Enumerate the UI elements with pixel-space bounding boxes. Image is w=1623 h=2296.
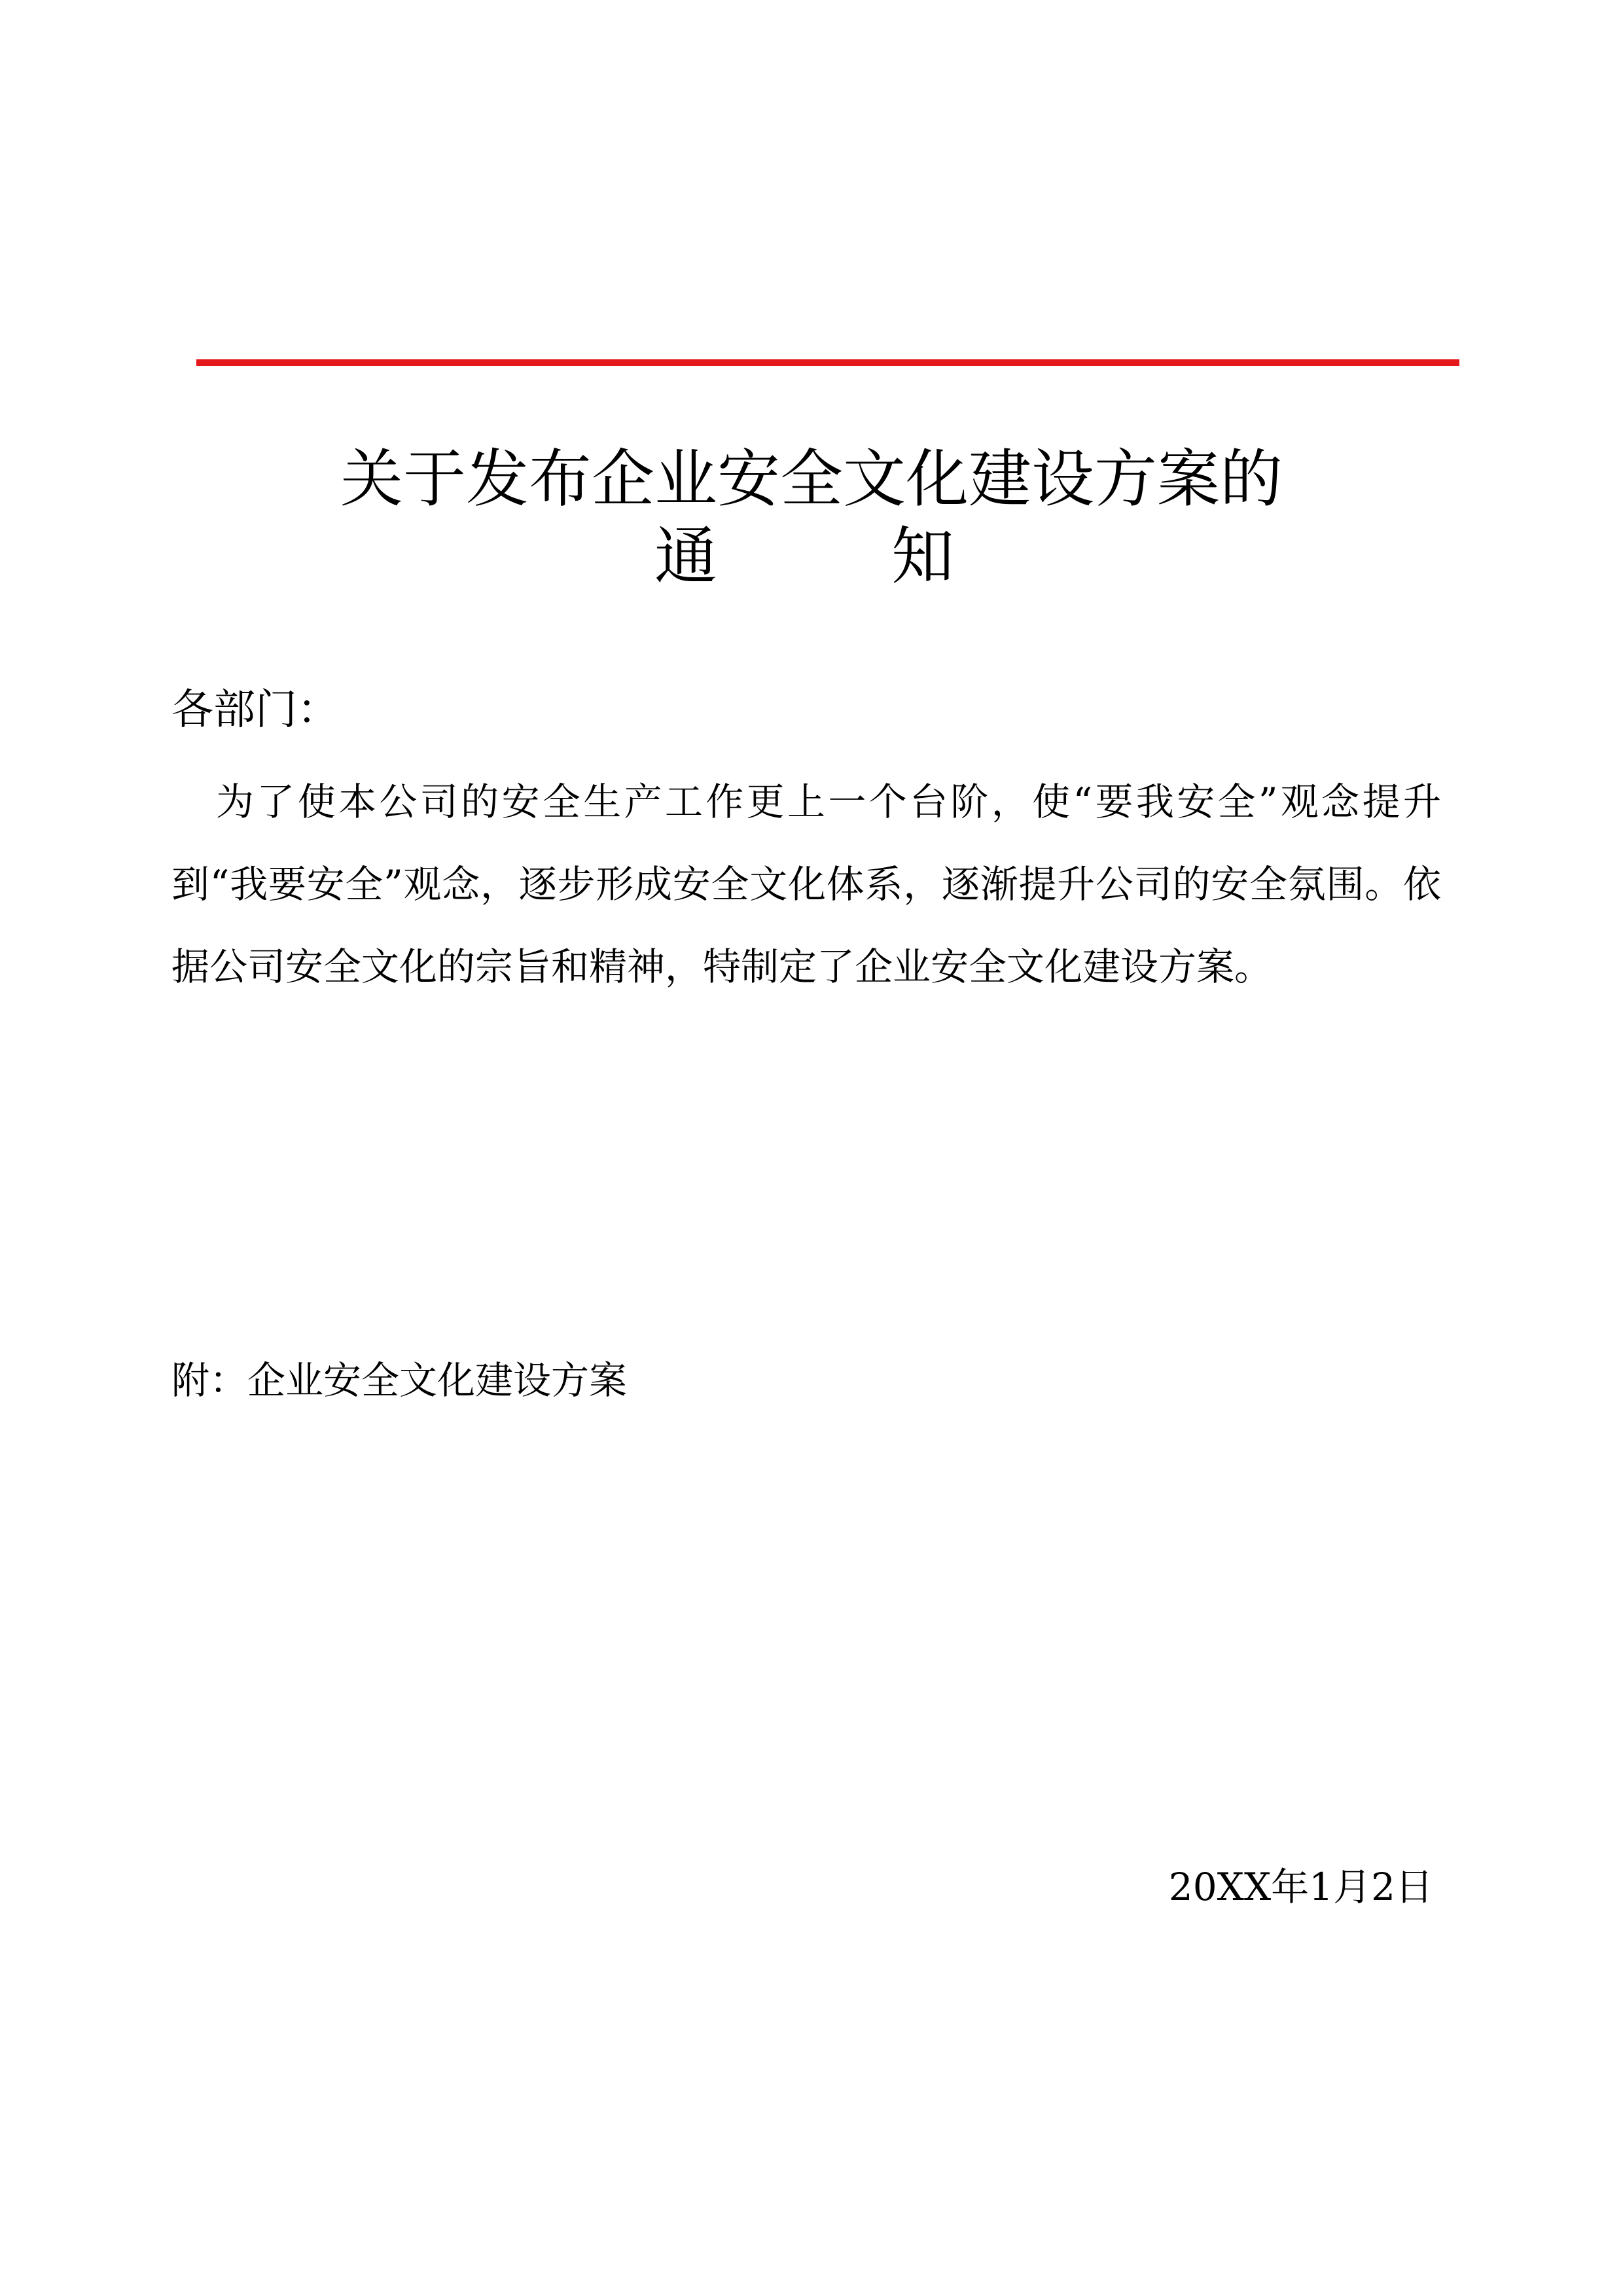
document-date: 20XX年1月2日 [1168,1865,1433,1909]
body-paragraph: 为了使本公司的安全生产工作更上一个台阶，使“要我安全”观念提升到“我要安全”观念，逐步形成安全文化体系，逐渐提升公司的安全氛围。依据公司安全文化的宗旨和精神，特制定了企业安全文化建设方案。 [171,780,1441,989]
document-title-notice-char-1: 通 [654,520,717,593]
document-title-notice-char-2: 知 [891,520,954,593]
salutation: 各部门： [171,686,339,734]
document-title: 关于发布企业安全文化建设方案的 [340,442,1283,516]
attachment-note: 附：企业安全文化建设方案 [171,1358,628,1403]
red-header-rule [196,359,1459,366]
